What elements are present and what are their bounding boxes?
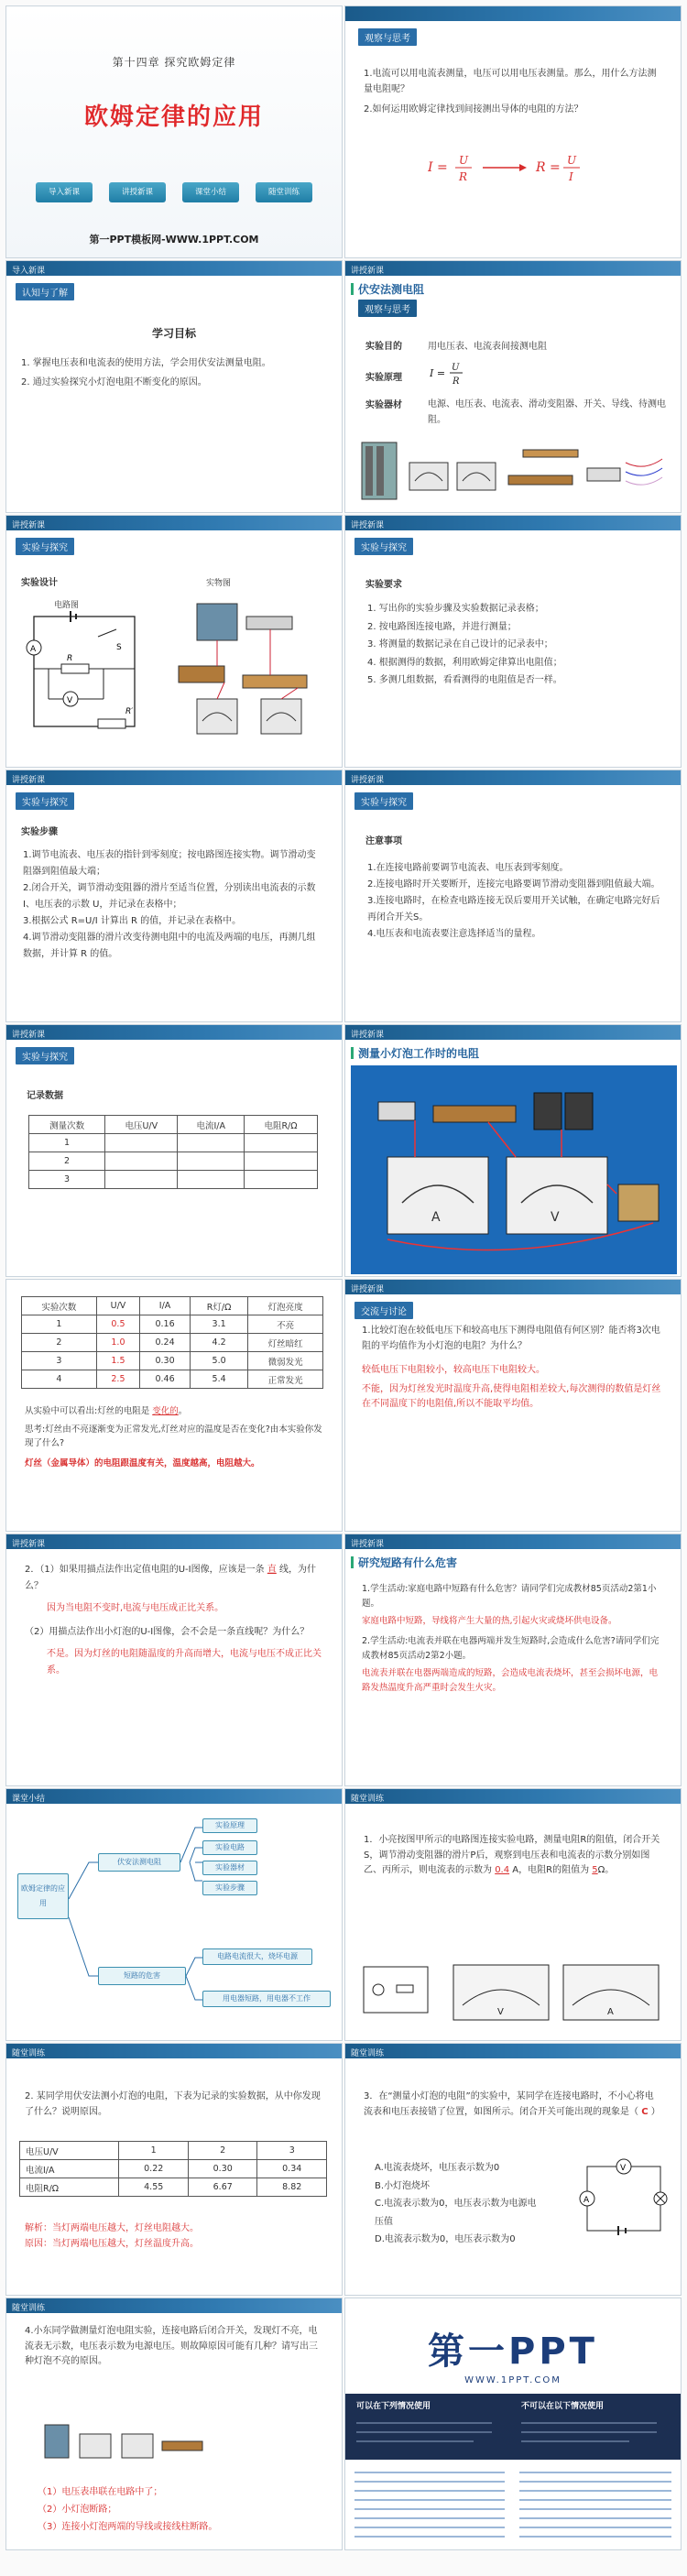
practice-4-answers xyxy=(27,2476,334,2543)
practice-3-question: 3．在“测量小灯泡的电阻”的实验中，某同学在连接电路时，不小心将电流表和电压表接错了位置，如图所示。闭合开关可能出现的现象是（ xyxy=(364,2091,654,2117)
cell: 0.22 xyxy=(119,2160,189,2178)
slide-title-text: 欧姆定律的应用 xyxy=(83,104,264,131)
design-label: 实验设计 xyxy=(21,578,58,588)
practice-1-mid: A，电阻R的阻值为 xyxy=(512,1865,590,1875)
svg-text:U: U xyxy=(452,363,460,373)
practice-1-text xyxy=(353,1826,673,1886)
conclusion-text: 灯丝（金属导体）的电阻跟温度有关，温度越高，电阻越大。 xyxy=(25,1458,260,1469)
title-accent xyxy=(351,1556,354,1568)
section-tag: 实验与探究 xyxy=(16,792,74,810)
slide-summary xyxy=(5,1788,343,2041)
section-tag: 实验与探究 xyxy=(16,1047,74,1064)
practice-1-figures xyxy=(351,1958,677,2031)
summary-harm-1: 电路电流很大，烧坏电源 xyxy=(202,1948,312,1965)
cell: 2.5 xyxy=(96,1370,140,1389)
section-title: 研究短路有什么危害 xyxy=(358,1556,458,1569)
slide-title xyxy=(5,5,343,258)
step-item: 2.闭合开关，调节滑动变阻器的滑片至适当位置，分别读出电流表的示数 I、电压表的示数 U，并记录在表格中； xyxy=(23,883,316,910)
col-header: 测量次数 xyxy=(29,1116,105,1134)
cell: 3.1 xyxy=(190,1315,247,1334)
practice-2-table xyxy=(19,2141,327,2197)
slide-header: 随堂训练 xyxy=(345,2044,681,2058)
practice-2-analysis: 解析：当灯两端电压越大，灯丝电阻越大。 xyxy=(25,2223,199,2233)
slide-steps xyxy=(5,770,343,1022)
activity-1-answer: 家庭电路中短路，导线将产生大量的热,引起火灾或烧坏供电设备。 xyxy=(362,1616,617,1627)
slide-header xyxy=(345,6,681,21)
slide-brand xyxy=(344,2298,682,2550)
cell: 5.4 xyxy=(190,1370,247,1389)
discussion-question: 1.比较灯泡在较低电压下和较高电压下测得电阻值有何区别？能否将3次电阻的平均值作为小灯泡的电阻？为什么？ xyxy=(362,1326,660,1351)
slide-header: 讲授新课 xyxy=(345,1280,681,1294)
record-label: 记录数据 xyxy=(27,1091,63,1101)
tab-lesson[interactable]: 讲授新课 xyxy=(109,182,166,202)
slide-header: 讲授新课 xyxy=(345,1534,681,1549)
q2-tail: 线，为什么？ xyxy=(25,1565,316,1591)
cell: 2 xyxy=(22,1334,97,1352)
purpose-label: 实验目的 xyxy=(365,342,402,352)
goal-1: 1. 掌握电压表和电流表的使用方法，学会用伏安法测量电阻。 xyxy=(21,358,271,368)
step-item: 3.根据公式 R=U/I 计算出 R 的值，并记录在表格中。 xyxy=(23,916,242,926)
svg-text:I =: I = xyxy=(428,160,448,175)
principle-formula xyxy=(430,358,466,389)
req-item: 3. 将测量的数据记录在自己设计的记录表中； xyxy=(367,639,553,649)
svg-text:V: V xyxy=(497,2007,504,2017)
svg-text:R: R xyxy=(459,170,468,183)
bulb-experiment-photo xyxy=(351,1065,677,1274)
short-circuit-block xyxy=(351,1575,675,1703)
ohm-formula xyxy=(428,144,611,193)
practice-1-question: 1．小亮按图甲所示的电路图连接实验电路，测量电阻R的阻值，闭合开关S，调节滑动变阻器的滑片P后，观察到电压表和电流表的示数分别如图乙、丙所示，则电流表的示数为 xyxy=(364,1835,660,1875)
caution-item: 3.连接电路时，在检查电路连接无误后要用开关试触，在确定电路完好后再闭合开关S。 xyxy=(367,896,660,922)
cell: 0.46 xyxy=(140,1370,191,1389)
col-header: I/A xyxy=(140,1297,191,1315)
caution-label: 注意事项 xyxy=(365,836,402,846)
analysis-text: 从实验中可以看出:灯丝的电阻是 xyxy=(25,1406,150,1416)
summary-branch-short-circuit: 短路的危害 xyxy=(98,1967,186,1985)
svg-text:U: U xyxy=(567,154,577,167)
cell: 电阻R/Ω xyxy=(20,2178,119,2197)
svg-text:S: S xyxy=(116,643,122,652)
site-footer: 第一PPT模板网-WWW.1PPT.COM xyxy=(89,234,259,246)
goals-heading: 学习目标 xyxy=(151,327,196,340)
step-item: 4.调节滑动变阻器的滑片改变待测电阻中的电流及两端的电压，再测几组数据，并计算 R 的值。 xyxy=(23,933,316,959)
section-title: 伏安法测电阻 xyxy=(358,283,425,296)
discussion-answer-1: 较低电压下电阻较小，较高电压下电阻较大。 xyxy=(362,1365,545,1375)
svg-text:A: A xyxy=(30,645,37,654)
cell: 8.82 xyxy=(257,2178,327,2197)
question-1: 1.电流可以用电流表测量，电压可以用电压表测量。那么，用什么方法测量电阻呢？ xyxy=(364,69,657,94)
slide-requirements xyxy=(344,515,682,768)
caution-list xyxy=(356,853,673,950)
slide-cautions xyxy=(344,770,682,1022)
svg-text:R: R xyxy=(453,377,460,387)
graph-questions xyxy=(14,1555,334,1686)
section-title: 测量小灯泡工作时的电阻 xyxy=(358,1047,480,1060)
svg-text:V: V xyxy=(67,696,73,705)
record-table xyxy=(28,1115,318,1189)
summary-center-node: 欧姆定律的应用 xyxy=(17,1873,69,1919)
cell: 正常发光 xyxy=(248,1370,323,1389)
slide-short-circuit xyxy=(344,1534,682,1786)
cell: 2 xyxy=(188,2142,257,2160)
option-a: A.电流表烧坏，电压表示数为0 xyxy=(375,2163,500,2173)
section-tag: 实验与探究 xyxy=(16,538,74,555)
slide-bulb-measure xyxy=(344,1024,682,1277)
slide-header: 讲授新课 xyxy=(345,1025,681,1040)
cell: 6.67 xyxy=(188,2178,257,2197)
slide-bulb-data xyxy=(5,1279,343,1532)
slide-discussion xyxy=(344,1279,682,1532)
cell: 0.30 xyxy=(188,2160,257,2178)
section-tag: 交流与讨论 xyxy=(354,1302,413,1319)
q2-answer: 直 xyxy=(267,1565,277,1575)
cell: 0.34 xyxy=(257,2160,327,2178)
tab-intro[interactable]: 导入新课 xyxy=(36,182,93,202)
slide-header: 讲授新课 xyxy=(6,1025,342,1040)
section-tag: 实验与探究 xyxy=(354,792,413,810)
answer-2: （2）小灯泡断路； xyxy=(38,2505,117,2515)
practice-3-circuit xyxy=(578,2157,670,2249)
option-c: C.电流表示数为0，电压表示数为电源电压值 xyxy=(375,2199,537,2227)
resource-link-lines xyxy=(349,2465,679,2548)
steps-label: 实验步骤 xyxy=(21,827,58,837)
section-tag: 认知与了解 xyxy=(16,283,74,300)
title-accent xyxy=(351,1047,354,1059)
steps-list xyxy=(12,840,334,970)
req-item: 1. 写出你的实验步骤及实验数据记录表格； xyxy=(367,604,544,614)
cell: 3 xyxy=(257,2142,327,2160)
activity-2-answer: 电流表并联在电器两端造成的短路，会造成电流表烧坏，甚至会损坏电源，电路发热温度升高严重时会发生火灾。 xyxy=(362,1668,659,1694)
svg-text:V: V xyxy=(551,1210,560,1225)
cell: 微弱发光 xyxy=(248,1352,323,1370)
step-item: 1.调节电流表、电压表的指针到零刻度；按电路图连接实物。调节滑动变阻器到阻值最大端； xyxy=(23,850,316,877)
req-item: 4. 根据测得的数据，利用欧姆定律算出电阻值； xyxy=(367,657,562,668)
cell: 3 xyxy=(22,1352,97,1370)
section-tag: 观察与思考 xyxy=(358,300,417,317)
purpose-text: 用电压表、电流表间接测电阻 xyxy=(428,342,547,352)
col-header: 灯泡亮度 xyxy=(248,1297,323,1315)
forbidden-title: 不可以在以下情况使用 xyxy=(521,2402,605,2411)
tab-practice[interactable]: 随堂训练 xyxy=(256,182,312,202)
circuit-label: 电路图 xyxy=(54,601,80,610)
option-b: B.小灯泡烧坏 xyxy=(375,2180,431,2191)
practice-3-tail: ） xyxy=(650,2106,660,2117)
svg-text:U: U xyxy=(459,154,469,167)
svg-text:I =: I = xyxy=(430,367,446,379)
think-text: 思考:灯丝由不亮逐渐变为正常发光,灯丝对应的温度是否在变化?由本实验你发现了什么? xyxy=(25,1424,322,1449)
summary-branch-voltammetry: 伏安法测电阻 xyxy=(98,1853,180,1872)
cell: 5.0 xyxy=(190,1352,247,1370)
svg-text:V: V xyxy=(620,2164,627,2173)
col-header: 电流I/A xyxy=(178,1116,245,1134)
practice-1-answer-b: 5 xyxy=(592,1865,598,1875)
slide-header: 导入新课 xyxy=(6,261,342,276)
practice-3-text xyxy=(353,2082,673,2127)
svg-text:A: A xyxy=(431,1210,441,1225)
slide-practice-2 xyxy=(5,2043,343,2296)
q2-text: 2．（1）如果用描点法作出定值电阻的U-I图像，应该是一条 xyxy=(25,1565,265,1575)
cell: 电压U/V xyxy=(20,2142,119,2160)
cell: 4 xyxy=(22,1370,97,1389)
slide-voltammetry xyxy=(344,260,682,513)
q3-explanation: 不是。因为灯丝的电阻随温度的升高而增大，电流与电压不成正比关系。 xyxy=(47,1649,322,1675)
cell: 4.2 xyxy=(190,1334,247,1352)
slide-record xyxy=(5,1024,343,1277)
practice-4-question: 4.小东同学做测量灯泡电阻实验，连接电路后闭合开关，发现灯不亮，电流表无示数，电压表示数为电源电压。则故障原因可能有几种？请写出三种灯泡不亮的原因。 xyxy=(25,2326,318,2366)
cell: 0.30 xyxy=(140,1352,191,1370)
slide-practice-1 xyxy=(344,1788,682,2041)
slide-header: 讲授新课 xyxy=(6,770,342,785)
row-index: 3 xyxy=(29,1171,105,1189)
equipment-label: 实验器材 xyxy=(365,400,402,410)
practice-4-apparatus xyxy=(43,2416,208,2471)
svg-text:R =: R = xyxy=(536,160,561,175)
practice-1-answer-a: 0.4 xyxy=(495,1865,510,1875)
slide-observe xyxy=(344,5,682,258)
row-index: 2 xyxy=(29,1152,105,1171)
brand-logo: 第一PPT xyxy=(428,2330,598,2373)
summary-leaf: 实验电路 xyxy=(202,1840,257,1855)
col-header: R灯/Ω xyxy=(190,1297,247,1315)
cell: 0.16 xyxy=(140,1315,191,1334)
bulb-data-table xyxy=(21,1296,323,1389)
slide-header: 讲授新课 xyxy=(6,516,342,530)
answer-1: （1）电压表串联在电路中了； xyxy=(38,2487,163,2497)
slide-header: 随堂训练 xyxy=(6,2298,342,2313)
caution-item: 4.电压表和电流表要注意选择适当的量程。 xyxy=(367,929,541,939)
principle-label: 实验原理 xyxy=(365,373,402,383)
question-2: 2.如何运用欧姆定律找到间接测出导体的电阻的方法？ xyxy=(364,104,583,115)
apparatus-photo xyxy=(160,591,334,747)
slide-design xyxy=(5,515,343,768)
cell: 灯丝暗红 xyxy=(248,1334,323,1352)
slide-header: 讲授新课 xyxy=(345,261,681,276)
slide-header: 讲授新课 xyxy=(345,516,681,530)
slide-header: 讲授新课 xyxy=(345,770,681,785)
caution-item: 2.连接电路时开关要断开，连接完电路要调节滑动变阻器到阻值最大端。 xyxy=(367,879,660,890)
discussion-answer-2: 不能，因为灯丝发光时温度升高,使得电阻相差较大,每次测得的数值是灯丝在不同温度下的电阻值,所以不能取平均值。 xyxy=(362,1383,661,1409)
col-header: 电阻R/Ω xyxy=(244,1116,317,1134)
goal-2: 2. 通过实验探究小灯泡电阻不断变化的原因。 xyxy=(21,377,207,387)
slide-header: 讲授新课 xyxy=(6,1534,342,1549)
svg-text:A: A xyxy=(583,2196,590,2205)
cell: 1 xyxy=(119,2142,189,2160)
cell: 电流I/A xyxy=(20,2160,119,2178)
col-header: 实验次数 xyxy=(22,1297,97,1315)
activity-2: 2.学生活动:电流表并联在电器两端并发生短路时,会造成什么危害?请同学们完成教材85页活动2第2小题。 xyxy=(362,1636,660,1661)
req-item: 2. 按电路图连接电路，并进行测量； xyxy=(367,621,517,632)
slide-ui-graph xyxy=(5,1534,343,1786)
slide-header: 随堂训练 xyxy=(6,2044,342,2058)
license-lines xyxy=(354,2418,673,2454)
practice-2-question: 2. 某同学用伏安法测小灯泡的电阻，下表为记录的实验数据，从中你发现了什么？说明原因。 xyxy=(25,2091,321,2117)
row-index: 1 xyxy=(29,1134,105,1152)
req-label: 实验要求 xyxy=(365,580,402,590)
practice-2-answers xyxy=(14,2214,334,2259)
practice-1-unit: Ω。 xyxy=(597,1865,615,1875)
title-accent xyxy=(351,283,354,295)
section-tag: 观察与思考 xyxy=(358,28,417,46)
equipment-illustration xyxy=(358,435,670,508)
cell: 4.55 xyxy=(119,2178,189,2197)
slide-header: 随堂训练 xyxy=(345,1789,681,1804)
cell: 1 xyxy=(22,1315,97,1334)
answer-3: （3）连接小灯泡两端的导线或接线柱断路。 xyxy=(38,2522,218,2532)
slide-goals xyxy=(5,260,343,513)
col-header: U/V xyxy=(96,1297,140,1315)
goals-list xyxy=(10,349,338,398)
option-d: D.电流表示数为0，电压表示数为0 xyxy=(375,2234,516,2244)
tab-summary[interactable]: 课堂小结 xyxy=(182,182,239,202)
photo-label: 实物图 xyxy=(206,579,232,588)
slide-header: 课堂小结 xyxy=(6,1789,342,1804)
equipment-text: 电源、电压表、电流表、滑动变阻器、开关、导线、待测电阻。 xyxy=(428,399,666,425)
slide-practice-3 xyxy=(344,2043,682,2296)
summary-leaf: 实验步骤 xyxy=(202,1881,257,1895)
discussion-block xyxy=(351,1316,675,1420)
col-header: 电压U/V xyxy=(105,1116,178,1134)
analysis-answer: 变化的 xyxy=(152,1406,179,1416)
section-tag: 实验与探究 xyxy=(354,538,413,555)
cell: 1.0 xyxy=(96,1334,140,1352)
summary-leaf: 实验原理 xyxy=(202,1818,257,1833)
cell: 1.5 xyxy=(96,1352,140,1370)
cell: 0.24 xyxy=(140,1334,191,1352)
q3-text: （2）用描点法作出小灯泡的U-I图像，会不会是一条直线呢？为什么？ xyxy=(25,1627,310,1637)
formula-graphic xyxy=(428,144,611,190)
activity-1: 1.学生活动:家庭电路中短路有什么危害？请同学们完成教材85页活动2第1小题。 xyxy=(362,1584,657,1609)
license-panel xyxy=(345,2394,681,2460)
req-list xyxy=(356,593,673,697)
req-item: 5. 多测几组数据，看看测得的电阻值是否一样。 xyxy=(367,675,562,685)
bulb-analysis: 从实验中可以看出:灯丝的电阻是 变化的。 思考:灯丝由不亮逐渐变为正常发光,灯丝对应的温度是否在变化?由本实验你发现了什么? 灯丝（金属导体）的电阻跟温度有关，温度越高，电阻越大。 xyxy=(14,1397,334,1479)
cell: 不亮 xyxy=(248,1315,323,1334)
svg-text:I: I xyxy=(569,170,573,183)
svg-text:A: A xyxy=(607,2007,614,2017)
chapter-label: 第十四章 探究欧姆定律 xyxy=(112,56,236,69)
summary-leaf: 实验器材 xyxy=(202,1861,257,1875)
allowed-title: 可以在下列情况使用 xyxy=(356,2402,431,2411)
svg-text:R′: R′ xyxy=(125,707,134,716)
circuit-diagram xyxy=(16,611,153,748)
caution-item: 1.在连接电路前要调节电流表、电压表到零刻度。 xyxy=(367,863,569,873)
question-block xyxy=(353,60,673,126)
cell: 0.5 xyxy=(96,1315,140,1334)
svg-text:R: R xyxy=(67,654,73,663)
practice-3-options xyxy=(364,2152,556,2256)
slide-practice-4 xyxy=(5,2298,343,2550)
practice-3-answer: C xyxy=(641,2106,649,2117)
summary-harm-2: 用电器短路，用电器不工作 xyxy=(202,1991,331,2007)
brand-url: WWW.1PPT.COM xyxy=(464,2375,562,2385)
practice-2-reason: 原因：当灯两端电压越大，灯丝温度升高。 xyxy=(25,2238,199,2249)
q2-explanation: 因为当电阻不变时,电流与电压成正比关系。 xyxy=(47,1603,224,1613)
